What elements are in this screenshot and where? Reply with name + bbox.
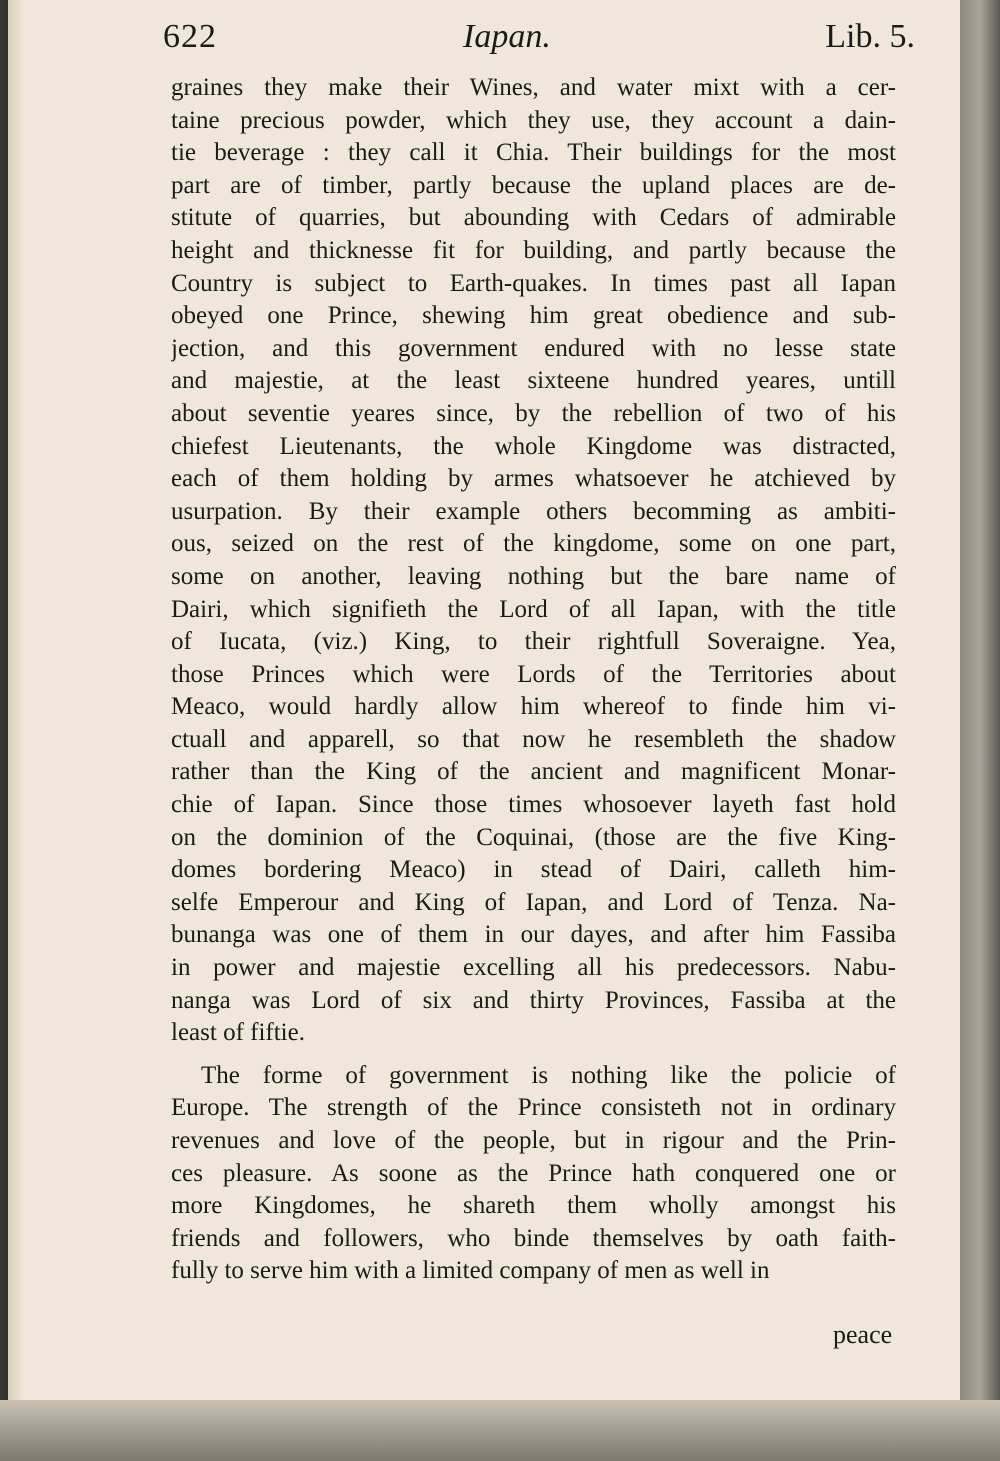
text-line: those Princes which were Lords of the Territories about <box>171 660 896 688</box>
text-line: height and thicknesse fit for building, and partly because the <box>171 236 896 264</box>
background-strip <box>0 1400 1000 1461</box>
text-line: about seventie yeares since, by the rebellion of two of his <box>171 399 896 427</box>
text-line: Country is subject to Earth-quakes. In times past all Iapan <box>171 269 896 297</box>
paragraph-gap <box>171 1050 896 1060</box>
text-line: part are of timber, partly because the upland places are de- <box>171 171 896 199</box>
text-line: friends and followers, who binde themselves by oath faith- <box>171 1224 896 1252</box>
text-line: some on another, leaving nothing but the bare name of <box>171 562 896 590</box>
book-page <box>8 0 970 1400</box>
text-line: Dairi, which signifieth the Lord of all Iapan, with the title <box>171 595 896 623</box>
text-line: usurpation. By their example others becomming as ambiti- <box>171 497 896 525</box>
page-gutter <box>8 0 24 1400</box>
running-title: Iapan. <box>463 18 551 55</box>
catchword: peace <box>833 1320 893 1349</box>
body-text <box>171 72 896 1288</box>
text-line: Meaco, would hardly allow him whereof to finde him vi- <box>171 693 896 721</box>
text-line: least of fiftie. <box>171 1019 305 1047</box>
book-label: Lib. 5. <box>825 18 915 55</box>
text-line: selfe Emperour and King of Iapan, and Lord of Tenza. Na- <box>171 888 896 916</box>
text-line: Europe. The strength of the Prince consisteth not in ordinary <box>171 1094 896 1122</box>
text-line: of Iucata, (viz.) King, to their rightfull Soveraigne. Yea, <box>171 628 896 656</box>
text-line: each of them holding by armes whatsoever he atchieved by <box>171 465 896 493</box>
text-line: domes bordering Meaco) in stead of Dairi, calleth him- <box>171 856 896 884</box>
text-line: ctuall and apparell, so that now he resembleth the shadow <box>171 725 896 753</box>
text-line: The forme of government is nothing like the policie of <box>201 1061 896 1089</box>
text-line: obeyed one Prince, shewing him great obedience and sub- <box>171 302 896 330</box>
text-line: more Kingdomes, he shareth them wholly amongst his <box>171 1192 896 1220</box>
text-line: in power and majestie excelling all his predecessors. Nabu- <box>171 954 896 982</box>
book-edge <box>960 0 1000 1461</box>
text-line: jection, and this government endured with no lesse state <box>171 334 896 362</box>
paragraph-2 <box>171 1060 896 1288</box>
text-line: on the dominion of the Coquinai, (those are the five King- <box>171 823 896 851</box>
page-number: 622 <box>163 18 217 55</box>
text-line: ous, seized on the rest of the kingdome, some on one part, <box>171 530 896 558</box>
text-line: chie of Iapan. Since those times whosoever layeth fast hold <box>171 791 896 819</box>
text-line: nanga was Lord of six and thirty Provinces, Fassiba at the <box>171 986 896 1014</box>
text-line: bunanga was one of them in our dayes, and after him Fassiba <box>171 921 896 949</box>
text-line: and majestie, at the least sixteene hundred yeares, untill <box>171 367 896 395</box>
text-line: rather than the King of the ancient and magnificent Monar- <box>171 758 896 786</box>
text-line: chiefest Lieutenants, the whole Kingdome was distracted, <box>171 432 896 460</box>
page-header <box>163 18 915 68</box>
text-line: revenues and love of the people, but in rigour and the Prin- <box>171 1127 896 1154</box>
text-line: taine precious powder, which they use, they account a dain- <box>171 106 896 134</box>
paragraph-1 <box>171 72 896 1050</box>
text-line: tie beverage : they call it Chia. Their buildings for the most <box>171 139 896 167</box>
text-line: fully to serve him with a limited company of men as well in <box>171 1257 770 1285</box>
text-line: ces pleasure. As soone as the Prince hath conquered one or <box>171 1159 896 1187</box>
text-line: graines they make their Wines, and water mixt with a cer- <box>171 74 896 101</box>
text-line: stitute of quarries, but abounding with Cedars of admirable <box>171 204 896 232</box>
